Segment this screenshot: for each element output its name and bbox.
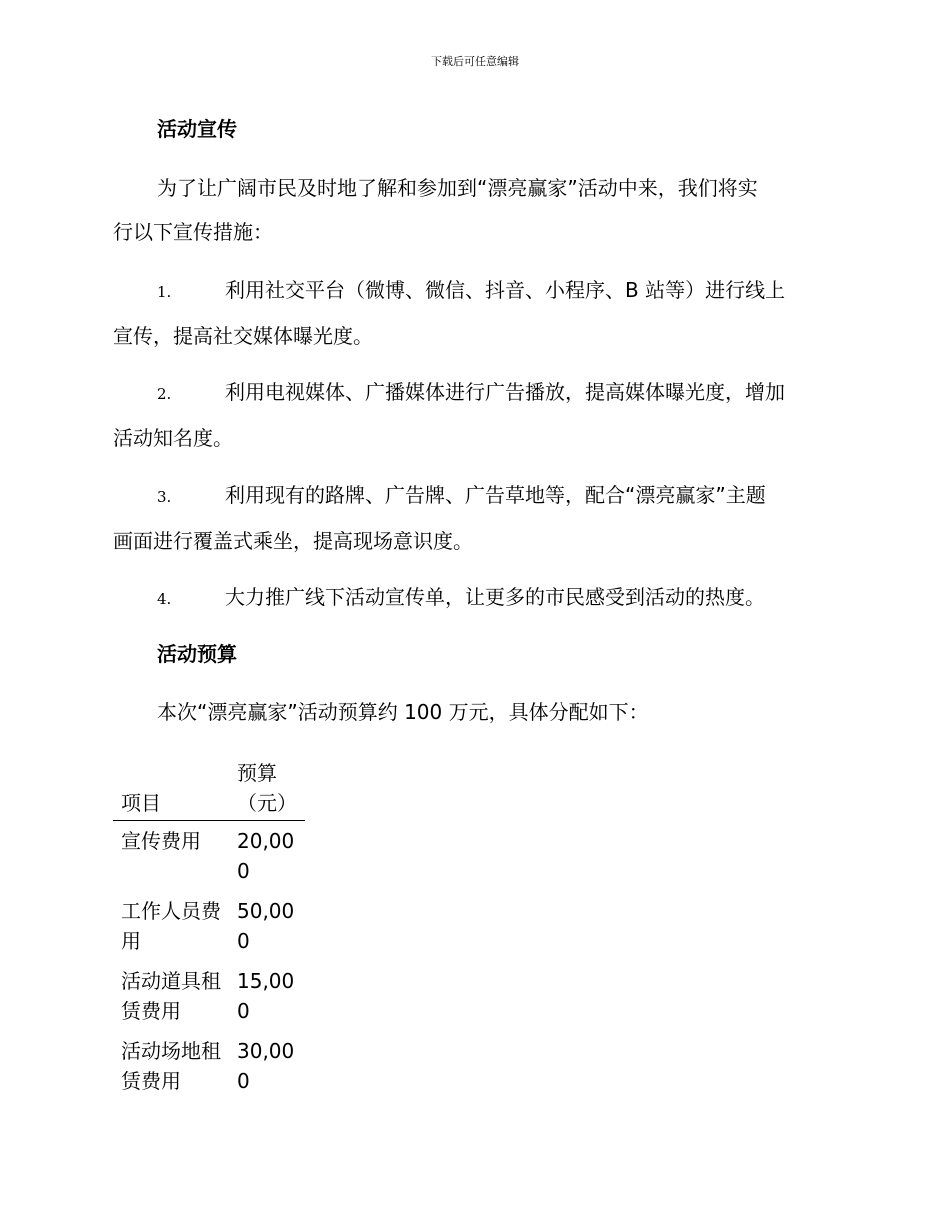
list-item-line1: 利用社交平台（微博、微信、抖音、小程序、B 站等）进行线上 (225, 278, 786, 302)
cell-item: 活动场地租赁费用 (121, 1039, 221, 1093)
list-number: 3. (157, 488, 172, 506)
header-item: 项目 (121, 791, 161, 815)
list-item-line2: 宣传，提高社交媒体曝光度。 (113, 324, 373, 348)
table-row (113, 1031, 305, 1101)
list-item-line1: 大力推广线下活动宣传单，让更多的市民感受到活动的热度。 (225, 585, 765, 609)
list-number: 1. (157, 283, 172, 301)
list-item-line1: 利用电视媒体、广播媒体进行广告播放，提高媒体曝光度，增加 (225, 380, 785, 404)
list-number: 2. (157, 385, 172, 403)
list-item-line2: 画面进行覆盖式乘坐，提高现场意识度。 (113, 529, 473, 553)
cell-amount: 20,000 (237, 829, 295, 883)
cell-amount: 30,000 (237, 1039, 295, 1093)
promotion-intro (113, 166, 838, 254)
budget-intro-text: 本次“漂亮赢家”活动预算约 100 万元，具体分配如下： (157, 700, 649, 724)
cell-amount: 50,000 (237, 899, 295, 953)
cell-amount: 15,000 (237, 969, 295, 1023)
list-item (113, 268, 838, 358)
promotion-heading: 活动宣传 (157, 117, 237, 141)
table-row (113, 891, 305, 961)
list-item-line1: 利用现有的路牌、广告牌、广告草地等，配合“漂亮赢家”主题 (225, 483, 766, 507)
list-number: 4. (157, 590, 172, 608)
promotion-intro-line2: 行以下宣传措施： (113, 220, 273, 244)
budget-intro (113, 690, 838, 734)
cell-item: 宣传费用 (121, 829, 201, 853)
budget-table (113, 758, 305, 1101)
promotion-intro-line1: 为了让广阔市民及时地了解和参加到“漂亮赢家”活动中来，我们将实 (157, 176, 758, 200)
list-item-line2: 活动知名度。 (113, 426, 233, 450)
budget-heading: 活动预算 (157, 642, 237, 666)
cell-item: 活动道具租赁费用 (121, 969, 221, 1023)
header-amount: 预算（元） (237, 761, 297, 815)
list-item (113, 473, 838, 563)
list-item (113, 575, 838, 621)
table-row (113, 821, 305, 891)
cell-item: 工作人员费用 (121, 899, 221, 953)
table-row (113, 961, 305, 1031)
page-header-note: 下载后可任意编辑 (431, 55, 519, 68)
list-item (113, 370, 838, 460)
table-header-row (113, 758, 305, 821)
